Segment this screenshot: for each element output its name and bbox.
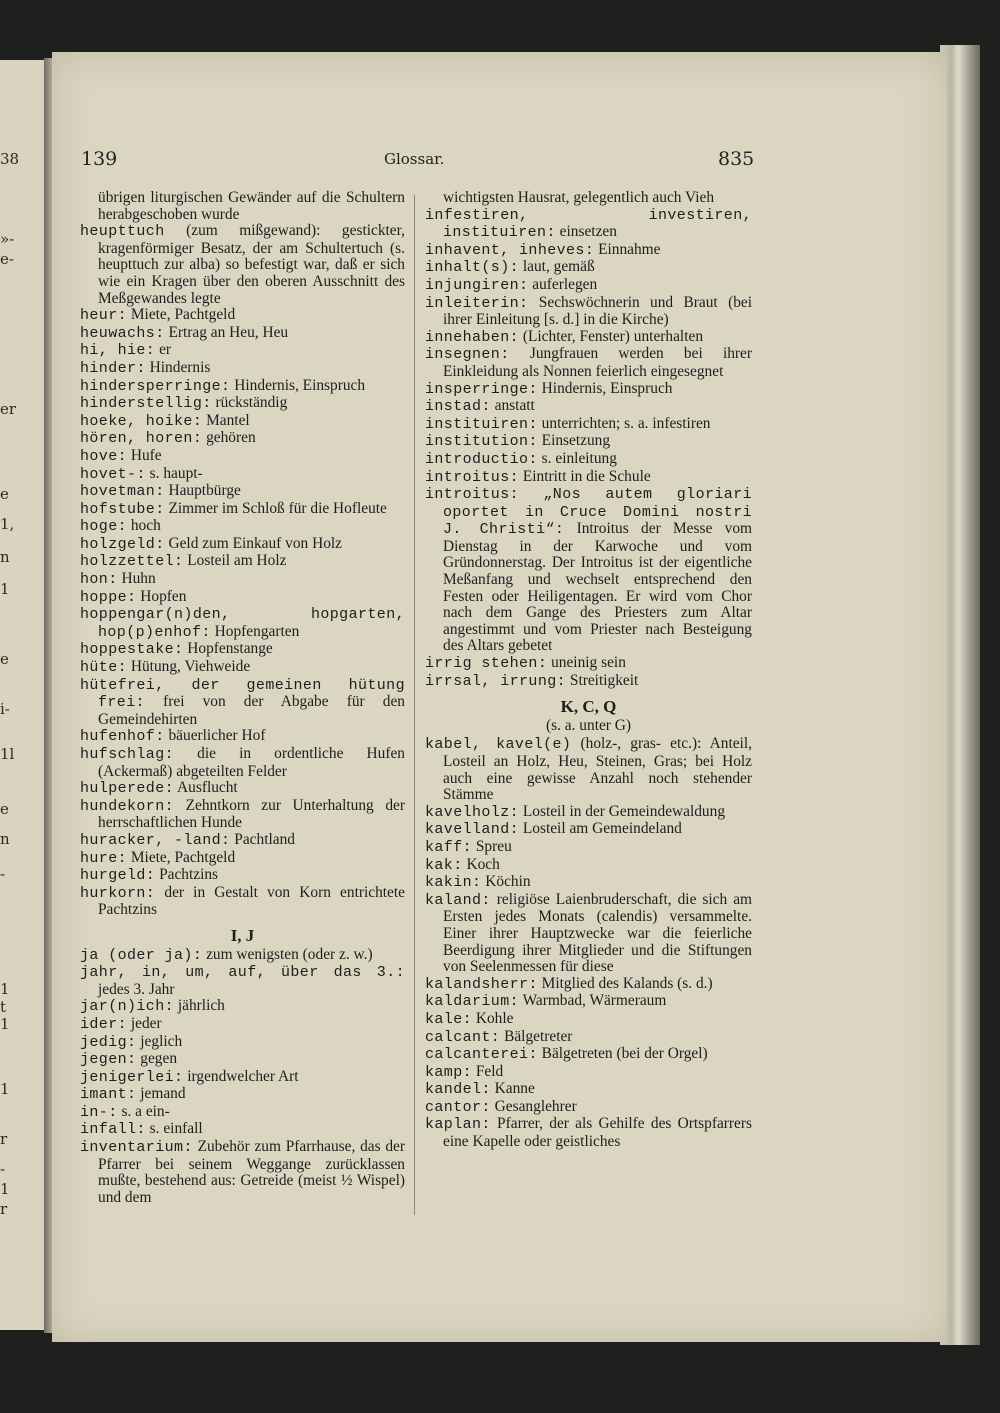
entry-definition: Hopfen xyxy=(136,587,187,605)
running-title: Glossar. xyxy=(384,150,445,168)
entry-term: inhalt(s): xyxy=(425,259,520,277)
glossary-entry xyxy=(80,413,405,431)
glossary-entry xyxy=(80,867,405,885)
glossary-entry xyxy=(425,469,752,487)
entry-term: kandel: xyxy=(425,1081,491,1099)
entry-term: hoppe: xyxy=(80,588,137,606)
glossary-entry xyxy=(80,342,405,360)
left-page-fragment: er xyxy=(0,400,17,418)
entry-definition: unterrichten; s. a. infestiren xyxy=(537,414,711,432)
entry-definition: Köchin xyxy=(481,873,531,891)
entry-term: injungiren: xyxy=(425,276,529,294)
left-column xyxy=(80,190,405,1206)
entry-definition: er xyxy=(155,341,172,359)
entry-definition: Zubehör zum Pfarrhause, das der Pfarrer bei seinem Weggange zurücklassen mußte, bestehend aus: Getreide (meist ½ Wispel) und dem xyxy=(98,1138,405,1206)
entry-definition: gehören xyxy=(202,429,256,447)
glossary-entry xyxy=(425,207,752,242)
entry-term: instad: xyxy=(425,398,491,416)
left-page-fragment: - xyxy=(0,1160,6,1178)
glossary-entry xyxy=(80,606,405,641)
entry-definition: Hindernis, Einspruch xyxy=(537,379,673,397)
entry-definition: Pachtland xyxy=(230,830,295,848)
entry-definition: Bälgetreten (bei der Orgel) xyxy=(537,1045,708,1063)
glossary-entry xyxy=(80,325,405,343)
glossary-entry xyxy=(80,483,405,501)
entry-term: hovet-: xyxy=(80,465,146,483)
page-number-left: 139 xyxy=(81,148,118,170)
entry-definition: jemand xyxy=(136,1085,186,1103)
glossary-entry xyxy=(80,641,405,659)
entry-term: irrig stehen: xyxy=(425,655,548,673)
entry-definition: Jungfrauen werden bei ihrer Einkleidung als Nonnen feierlich eingesegnet xyxy=(443,345,752,380)
entry-term: inventarium: xyxy=(80,1139,193,1157)
entry-term: hinder: xyxy=(80,359,146,377)
section-heading: I, J xyxy=(230,925,255,945)
glossary-entry xyxy=(80,659,405,677)
glossary-entry xyxy=(425,804,752,822)
entry-term: hufenhof: xyxy=(80,728,165,746)
entry-definition: Hütung, Viehweide xyxy=(127,658,251,676)
left-page-fragment: e- xyxy=(0,250,14,268)
glossary-entry xyxy=(425,993,752,1011)
page-number-right: 835 xyxy=(718,148,755,170)
entry-definition: Hopfenstange xyxy=(183,640,273,658)
entry-term: hure: xyxy=(80,849,128,867)
glossary-entry xyxy=(425,839,752,857)
entry-term: hundekorn: xyxy=(80,797,175,815)
glossary-entry xyxy=(425,673,752,691)
entry-definition: Koch xyxy=(462,855,500,873)
glossary-entry xyxy=(425,329,752,347)
entry-definition: Hufe xyxy=(127,446,162,464)
left-page-fragment: - xyxy=(0,865,6,883)
left-page-fragment: n xyxy=(0,830,10,848)
glossary-entry xyxy=(425,277,752,295)
glossary-entry xyxy=(425,1081,752,1099)
entry-term: holzgeld: xyxy=(80,535,165,553)
entry-term: calcanterei: xyxy=(425,1046,538,1064)
entry-definition: jährlich xyxy=(174,997,225,1015)
entry-term: ider: xyxy=(80,1015,128,1033)
entry-definition: auferlegen xyxy=(528,275,598,293)
entry-term: kaldarium: xyxy=(425,993,520,1011)
glossary-entry xyxy=(80,571,405,589)
glossary-entry xyxy=(425,892,752,976)
entry-definition: Pachtzins xyxy=(155,866,219,884)
entry-term: heur: xyxy=(80,307,128,325)
glossary-entry xyxy=(80,589,405,607)
glossary-entry xyxy=(80,832,405,850)
glossary-entry xyxy=(80,518,405,536)
entry-definition: Huhn xyxy=(117,570,156,588)
glossary-entry xyxy=(425,451,752,469)
glossary-entry xyxy=(80,466,405,484)
entry-term: calcant: xyxy=(425,1028,501,1046)
entry-term: hurgeld: xyxy=(80,867,156,885)
left-page-fragment: t xyxy=(0,998,7,1016)
entry-definition: Kanne xyxy=(490,1080,535,1098)
glossary-entry xyxy=(425,1099,752,1117)
entry-term: hinderstellig: xyxy=(80,395,212,413)
left-page-fragment: 1 xyxy=(0,580,10,598)
entry-definition: (zum mißgewand): gestickter, kragenförmiger Besatz, der am Schultertuch (s. heupttuch zur alba) so befestigt war, daß er sich wie ein Kragen über den oberen Ausschnitt des Meßgewandes legte xyxy=(98,222,405,307)
entry-definition: Sechswöchnerin und Braut (bei ihrer Einleitung [s. d.] in die Kirche) xyxy=(443,293,752,329)
entry-definition: Losteil am Gemeindeland xyxy=(519,820,682,838)
glossary-entry xyxy=(80,677,405,729)
entry-definition: Geld zum Einkauf von Holz xyxy=(164,534,343,552)
entry-definition: Losteil am Holz xyxy=(183,552,287,570)
entry-definition: Feld xyxy=(472,1062,504,1080)
entry-term: hüte: xyxy=(80,659,128,677)
entry-definition: Miete, Pachtgeld xyxy=(127,306,236,324)
glossary-entry xyxy=(80,536,405,554)
column-divider xyxy=(414,195,415,1215)
glossary-entry xyxy=(80,1104,405,1122)
entry-term: introductio: xyxy=(425,450,538,468)
glossary-entry xyxy=(80,1069,405,1087)
left-page-fragment: n xyxy=(0,548,10,566)
entry-definition: der in Gestalt von Korn entrichtete Pachtzins xyxy=(98,883,405,919)
left-page-fragment: 1 xyxy=(0,1080,10,1098)
entry-definition: s. einfall xyxy=(145,1120,203,1138)
entry-definition: Eintritt in die Schule xyxy=(519,467,651,485)
entry-definition: irgendwelcher Art xyxy=(183,1067,299,1085)
glossary-entry xyxy=(425,381,752,399)
entry-term: hoge: xyxy=(80,518,128,536)
entry-term: huracker, -land: xyxy=(80,831,231,849)
glossary-entry xyxy=(80,360,405,378)
entry-term: kak: xyxy=(425,856,463,874)
entry-definition: Hopfengarten xyxy=(210,622,300,640)
entry-term: inleiterin: xyxy=(425,294,529,312)
entry-definition: jeglich xyxy=(136,1032,183,1050)
entry-term: in-: xyxy=(80,1103,118,1121)
entry-term: hi, hie: xyxy=(80,342,156,360)
glossary-entry xyxy=(425,486,752,655)
entry-definition: Hindernis xyxy=(145,358,211,376)
glossary-entry xyxy=(425,655,752,673)
entry-term: hofstube: xyxy=(80,500,165,518)
entry-term: heuwachs: xyxy=(80,324,165,342)
entry-term: jedig: xyxy=(80,1033,137,1051)
left-page-fragment: i- xyxy=(0,700,10,718)
glossary-entry xyxy=(80,1121,405,1139)
entry-definition: (Lichter, Fenster) unterhalten xyxy=(519,327,704,345)
entry-definition: einsetzen xyxy=(555,223,617,241)
entry-term: heupttuch xyxy=(80,223,165,241)
left-page-fragment: 1l xyxy=(0,745,15,763)
glossary-entry xyxy=(425,821,752,839)
entry-definition: Miete, Pachtgeld xyxy=(127,848,236,866)
entry-definition: uneinig sein xyxy=(547,654,626,672)
entry-definition: gegen xyxy=(136,1050,178,1068)
glossary-entry xyxy=(80,430,405,448)
entry-term: hütefrei, der gemeinen hütung frei: xyxy=(80,676,405,712)
entry-definition: Losteil in der Gemeindewaldung xyxy=(519,802,726,820)
entry-term: hoeke, hoike: xyxy=(80,412,203,430)
entry-term: jahr, in, um, auf, über das 3.: xyxy=(80,964,405,982)
entry-term: infall: xyxy=(80,1121,146,1139)
entry-term: imant: xyxy=(80,1086,137,1104)
glossary-entry xyxy=(425,736,752,803)
entry-term: hove: xyxy=(80,447,128,465)
entry-definition: Spreu xyxy=(472,837,512,855)
glossary-entry xyxy=(425,259,752,277)
entry-term: kavelland: xyxy=(425,821,520,839)
glossary-entry xyxy=(80,947,405,965)
continued-text: übrigen liturgischen Gewänder auf die Schultern herabgeschoben wurde xyxy=(98,189,405,223)
entry-definition: Streitigkeit xyxy=(566,671,639,689)
entry-definition: Warmbad, Wärmeraum xyxy=(519,992,667,1010)
glossary-entry xyxy=(80,553,405,571)
entry-term: kakin: xyxy=(425,874,482,892)
glossary-entry xyxy=(425,1011,752,1029)
entry-term: instituiren: xyxy=(425,415,538,433)
entry-definition: Ausflucht xyxy=(174,779,238,797)
entry-term: innehaben: xyxy=(425,328,520,346)
entry-definition: s. a ein- xyxy=(117,1102,170,1120)
left-page-fragment: »- xyxy=(0,230,15,248)
glossary-entry xyxy=(80,850,405,868)
entry-term: hören, horen: xyxy=(80,430,203,448)
left-page-fragment: 38 xyxy=(0,150,20,168)
section-heading: K, C, Q xyxy=(560,697,617,717)
entry-term: cantor: xyxy=(425,1098,491,1116)
entry-definition: (holz-, gras- etc.): Anteil, Losteil an Holz, Heu, Steinen, Gras; bei Holz auch eine gewisse Anzahl noch stehender Stämme xyxy=(443,735,752,804)
entry-term: kalandsherr: xyxy=(425,975,538,993)
glossary-entry xyxy=(80,378,405,396)
glossary-entry xyxy=(80,307,405,325)
section-note: (s. a. unter G) xyxy=(545,716,632,734)
left-page-fragment: r xyxy=(0,1130,8,1148)
left-page-fragment: e xyxy=(0,650,9,668)
entry-term: hurkorn: xyxy=(80,884,156,902)
glossary-entry xyxy=(425,346,752,380)
entry-definition: Mitglied des Kalands (s. d.) xyxy=(537,974,713,992)
glossary-entry xyxy=(425,242,752,260)
entry-term: kavelholz: xyxy=(425,803,520,821)
entry-term: kaff: xyxy=(425,838,473,856)
entry-definition: Mantel xyxy=(202,411,250,429)
glossary-entry xyxy=(425,1116,752,1150)
entry-term: hovetman: xyxy=(80,483,165,501)
left-page-fragment: e xyxy=(0,800,9,818)
glossary-entry xyxy=(80,501,405,519)
entry-definition: frei von der Abgabe für den Gemeindehirten xyxy=(98,693,405,728)
entry-definition: Gesanglehrer xyxy=(490,1097,577,1115)
glossary-entry xyxy=(80,964,405,998)
glossary-entry xyxy=(80,1051,405,1069)
entry-term: kaland: xyxy=(425,891,491,909)
entry-definition: die in ordentliche Hufen (Ackermaß) abgeteilten Felder xyxy=(98,745,405,780)
entry-definition: anstatt xyxy=(490,397,535,415)
entry-definition: s. haupt- xyxy=(145,464,203,482)
entry-term: hoppengar(n)den, hopgarten, hop(p)enhof: xyxy=(80,606,405,641)
entry-term: infestiren, investiren, instituiren: xyxy=(425,206,752,242)
entry-term: insegnen: xyxy=(425,346,510,364)
glossary-entry xyxy=(80,1016,405,1034)
entry-definition: zum wenigsten (oder z. w.) xyxy=(202,945,373,963)
entry-term: irrsal, irrung: xyxy=(425,672,567,690)
glossary-entry xyxy=(425,976,752,994)
entry-term: hufschlag: xyxy=(80,746,175,763)
glossary-entry xyxy=(80,798,405,832)
entry-term: kamp: xyxy=(425,1063,473,1081)
entry-definition: Bälgetreter xyxy=(500,1027,573,1045)
entry-definition: laut, gemäß xyxy=(519,258,595,276)
entry-definition: Hindernis, Einspruch xyxy=(230,376,366,394)
entry-term: jenigerlei: xyxy=(80,1068,184,1086)
entry-term: hon: xyxy=(80,571,118,589)
glossary-entry xyxy=(80,1086,405,1104)
left-page-fragment: 1 xyxy=(0,1015,10,1033)
glossary-entry xyxy=(425,1029,752,1047)
glossary-entry xyxy=(80,998,405,1016)
entry-definition: hoch xyxy=(127,517,161,535)
entry-term: jar(n)ich: xyxy=(80,998,175,1016)
entry-definition: Zehntkorn zur Unterhaltung der herrschaftlichen Hunde xyxy=(98,796,405,832)
entry-definition: bäuerlicher Hof xyxy=(164,727,266,745)
entry-definition: Zimmer im Schloß für die Hofleute xyxy=(164,499,387,517)
entry-definition: Introitus der Messe vom Dienstag in der Karwoche und vom Gründonnerstag. Der Introitus ist der eigentliche Meßanfang und wechselt entsprechend den Festen oder Heiligentagen. Er wird vom Chor nach dem Gange des Priesters zum Altar angestimmt und vom Priester nach Besteigung des Altars gebetet xyxy=(443,520,752,655)
entry-definition: s. einleitung xyxy=(537,449,617,467)
glossary-entry xyxy=(425,416,752,434)
entry-term: hoppestake: xyxy=(80,641,184,659)
entry-definition: jeder xyxy=(127,1014,162,1032)
glossary-entry xyxy=(80,1139,405,1206)
left-page-fragment: 1 xyxy=(0,980,10,998)
entry-term: hindersperringe: xyxy=(80,377,231,395)
glossary-entry xyxy=(80,1034,405,1052)
entry-term: introitus: xyxy=(425,468,520,486)
glossary-entry xyxy=(425,1046,752,1064)
entry-term: ja (oder ja): xyxy=(80,946,203,964)
glossary-entry xyxy=(425,433,752,451)
glossary-entry xyxy=(80,448,405,466)
entry-definition: Pfarrer, der als Gehilfe des Ortspfarrers eine Kapelle oder geistliches xyxy=(443,1115,752,1151)
entry-term: holzzettel: xyxy=(80,553,184,571)
entry-definition: rückständig xyxy=(211,394,288,412)
continued-text: wichtigsten Hausrat, gelegentlich auch Vieh xyxy=(443,189,715,206)
entry-definition: religiöse Laienbruderschaft, die sich am Ersten jedes Monats (calendis) versammelte. Einer ihrer Hauptzwecke war die feierliche Beerdigung ihrer Mitglieder und die Stiftungen von Seelenmessen für diese xyxy=(443,890,752,976)
left-page-fragment: r xyxy=(0,1200,8,1218)
glossary-entry xyxy=(80,780,405,798)
glossary-entry xyxy=(80,885,405,919)
entry-definition: Kohle xyxy=(472,1009,514,1027)
glossary-entry xyxy=(425,295,752,329)
left-page-fragment: 1 xyxy=(0,1180,10,1198)
glossary-entry xyxy=(425,857,752,875)
glossary-entry xyxy=(80,223,405,307)
entry-definition: Einsetzung xyxy=(537,432,611,450)
entry-term: jegen: xyxy=(80,1051,137,1069)
entry-term: inhavent, inheves: xyxy=(425,241,595,259)
entry-term: hulperede: xyxy=(80,780,175,798)
entry-term: kale: xyxy=(425,1010,473,1028)
entry-definition: Ertrag an Heu, Heu xyxy=(164,323,289,341)
glossary-entry xyxy=(80,395,405,413)
entry-definition: Hauptbürge xyxy=(164,482,241,500)
glossary-entry xyxy=(80,728,405,746)
page-header xyxy=(0,148,1000,178)
entry-term: kabel, kavel(e) xyxy=(425,736,572,754)
glossary-entry xyxy=(425,874,752,892)
glossary-entry xyxy=(425,1064,752,1082)
left-page-fragment: e xyxy=(0,485,9,503)
right-column xyxy=(425,190,752,1151)
left-page-fragment: 1, xyxy=(0,515,15,533)
entry-definition: jedes 3. Jahr xyxy=(98,980,175,998)
entry-term: insperringe: xyxy=(425,380,538,398)
entry-term: kaplan: xyxy=(425,1116,491,1134)
entry-term: institution: xyxy=(425,433,538,451)
glossary-entry xyxy=(425,398,752,416)
entry-term: introitus: „Nos autem gloriari oportet in Cruce Domini nostri J. Christi“: xyxy=(425,486,752,539)
entry-definition: Einnahme xyxy=(594,240,661,258)
glossary-entry xyxy=(80,746,405,780)
